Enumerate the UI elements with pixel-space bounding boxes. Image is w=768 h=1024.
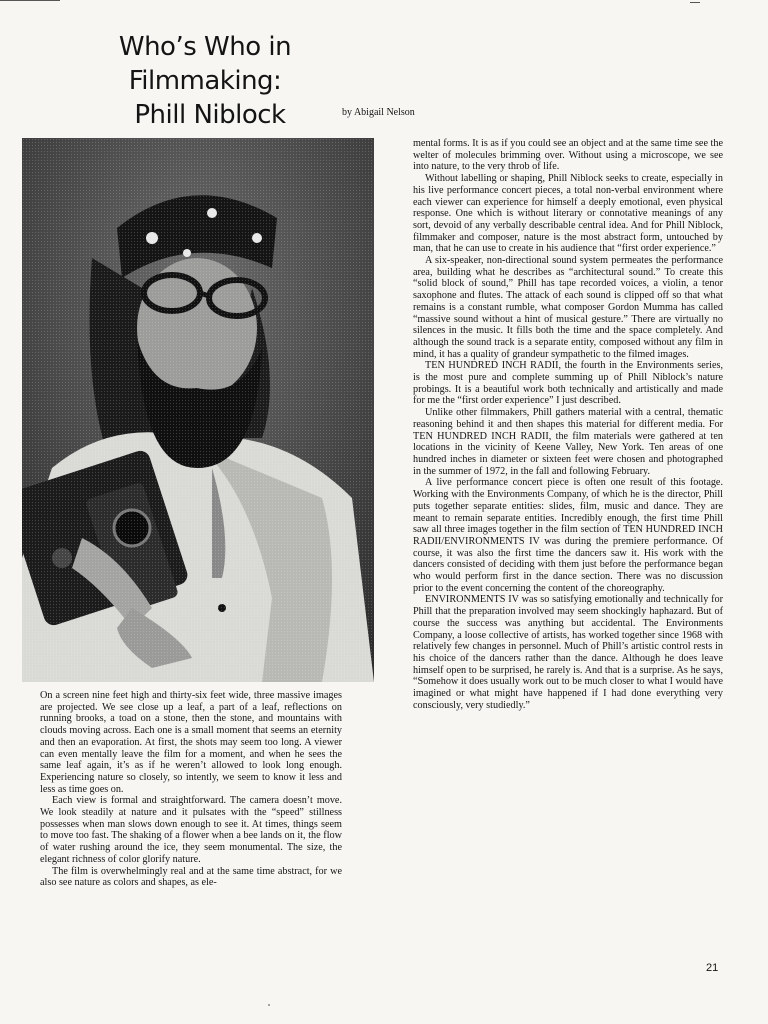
paragraph: TEN HUNDRED INCH RADII, the fourth in the Environments series, is the most pure and complete summing up of Phill Niblock’s nature probings. It is a beautiful work both technically and artistically and made for me the “first order experience” I just described. (413, 360, 723, 407)
paragraph: ENVIRONMENTS IV was so satisfying emotionally and technically for Phill that the preparation involved may seem shockingly haphazard. But of course the success was anything but accidental. The Environments Company, a loose collective of artists, has worked together since 1968 with relatively few changes in personnel. Much of Phill’s artistic control rests in his choice of the dancers rather than the dance. Although he does leave himself open to be surprised, he rarely is. And that is a surprise. As he says, “Somehow it does usually work out to be much closer to what I would have imagined or what might have happened if I had done everything very consciously, very studiedly.” (413, 594, 723, 711)
paragraph: Without labelling or shaping, Phill Niblock seeks to create, especially in his live performance concert pieces, a total non-verbal environment where each viewer can experience for himself a deeply emotional, even physical response. One which is without literary or connotative meanings of any sort, devoid of any verbally describable central idea. And for Phill Niblock, filmmaker and composer, nature is the most abstract form, untouched by man, that he can use to create in his audience that “first order experience.” (413, 173, 723, 255)
portrait-photo (22, 138, 374, 682)
article-title (40, 30, 370, 132)
top-rule (0, 0, 60, 1)
page-number: 21 (706, 962, 719, 974)
portrait-photo-icon (22, 138, 374, 682)
right-column (413, 138, 723, 711)
speck (268, 1004, 270, 1006)
title-line-1: Who’s Who in Filmmaking: (118, 32, 292, 96)
top-mark (690, 2, 700, 3)
paragraph: A six-speaker, non-directional sound system permeates the performance area, building what he describes as “architectural sound.” To create this “solid block of sound,” Phill has tape recorded voices, a violin, a tenor saxophone and flutes. The attack of each sound is clipped off so that what remains is a constant rumble, what composer Gordon Mumma has called “massive sound without a hint of musical gesture.” There are virtually no silences in the music. It fills both the time and the space completely. And although the sound track is a separate entity, composed without any film in mind, it has a quality of grandeur sympathetic to the filmed images. (413, 255, 723, 360)
title-line-2: Phill Niblock (134, 100, 286, 130)
paragraph: The film is overwhelmingly real and at the same time abstract, for we also see nature as colors and shapes, as ele- (40, 865, 342, 889)
paragraph: mental forms. It is as if you could see an object and at the same time see the welter of molecules brimming over. Without using a microscope, we see into nature, to the very throb of life. (413, 138, 723, 173)
byline: by Abigail Nelson (342, 107, 415, 118)
paragraph: Unlike other filmmakers, Phill gathers material with a central, thematic reasoning behind it and then shapes this material for different media. For TEN HUNDRED INCH RADII, the film materials were gathered at ten locations in the vicinity of Keene Valley, New York. Ten areas of one hundred inches in diameter or sixteen feet were chosen and photographed in the summer of 1972, in the fall and following February. (413, 407, 723, 477)
left-column (40, 690, 342, 889)
paragraph: Each view is formal and straightforward. The camera doesn’t move. We look steadily at nature and it pulsates with the “speed” stillness possesses when man slows down enough to see it. At times, things seem to move too fast. The shaking of a flower when a bee lands on it, the flow of water rushing around the ice, they seem monumental. The size, the elegant richness of color glorify nature. (40, 795, 342, 865)
paragraph: On a screen nine feet high and thirty-six feet wide, three massive images are projected. We see close up a leaf, a part of a leaf, reflections on running brooks, a toad on a stone, then the stone, and mountains with clouds moving across. Each one is a small moment that seems an eternity and then an evaporation. At first, the shots may seem too long. A viewer can even mentally leave the film for a moment, and when he sees the same leaf again, it’s as if he weren’t allowed to look long enough. Experiencing nature so closely, so intently, we seem to know it less and less as time goes on. (40, 690, 342, 795)
paragraph: A live performance concert piece is often one result of this footage. Working with the Environments Company, of which he is the director, Phill puts together separate entities: slides, film, music and dance. They are meant to remain separate entities. Incredibly enough, the first time Phill saw all three images together in the film section of TEN HUNDRED INCH RADII/ENVIRONMENTS IV was during the premiere performance. Of course, it was also the first time the dancers saw it. His work with the dancers consisted of deciding with them just before the performance began who would perform first in the dance section. There was no discussion prior to the event concerning the content of the choreography. (413, 477, 723, 594)
